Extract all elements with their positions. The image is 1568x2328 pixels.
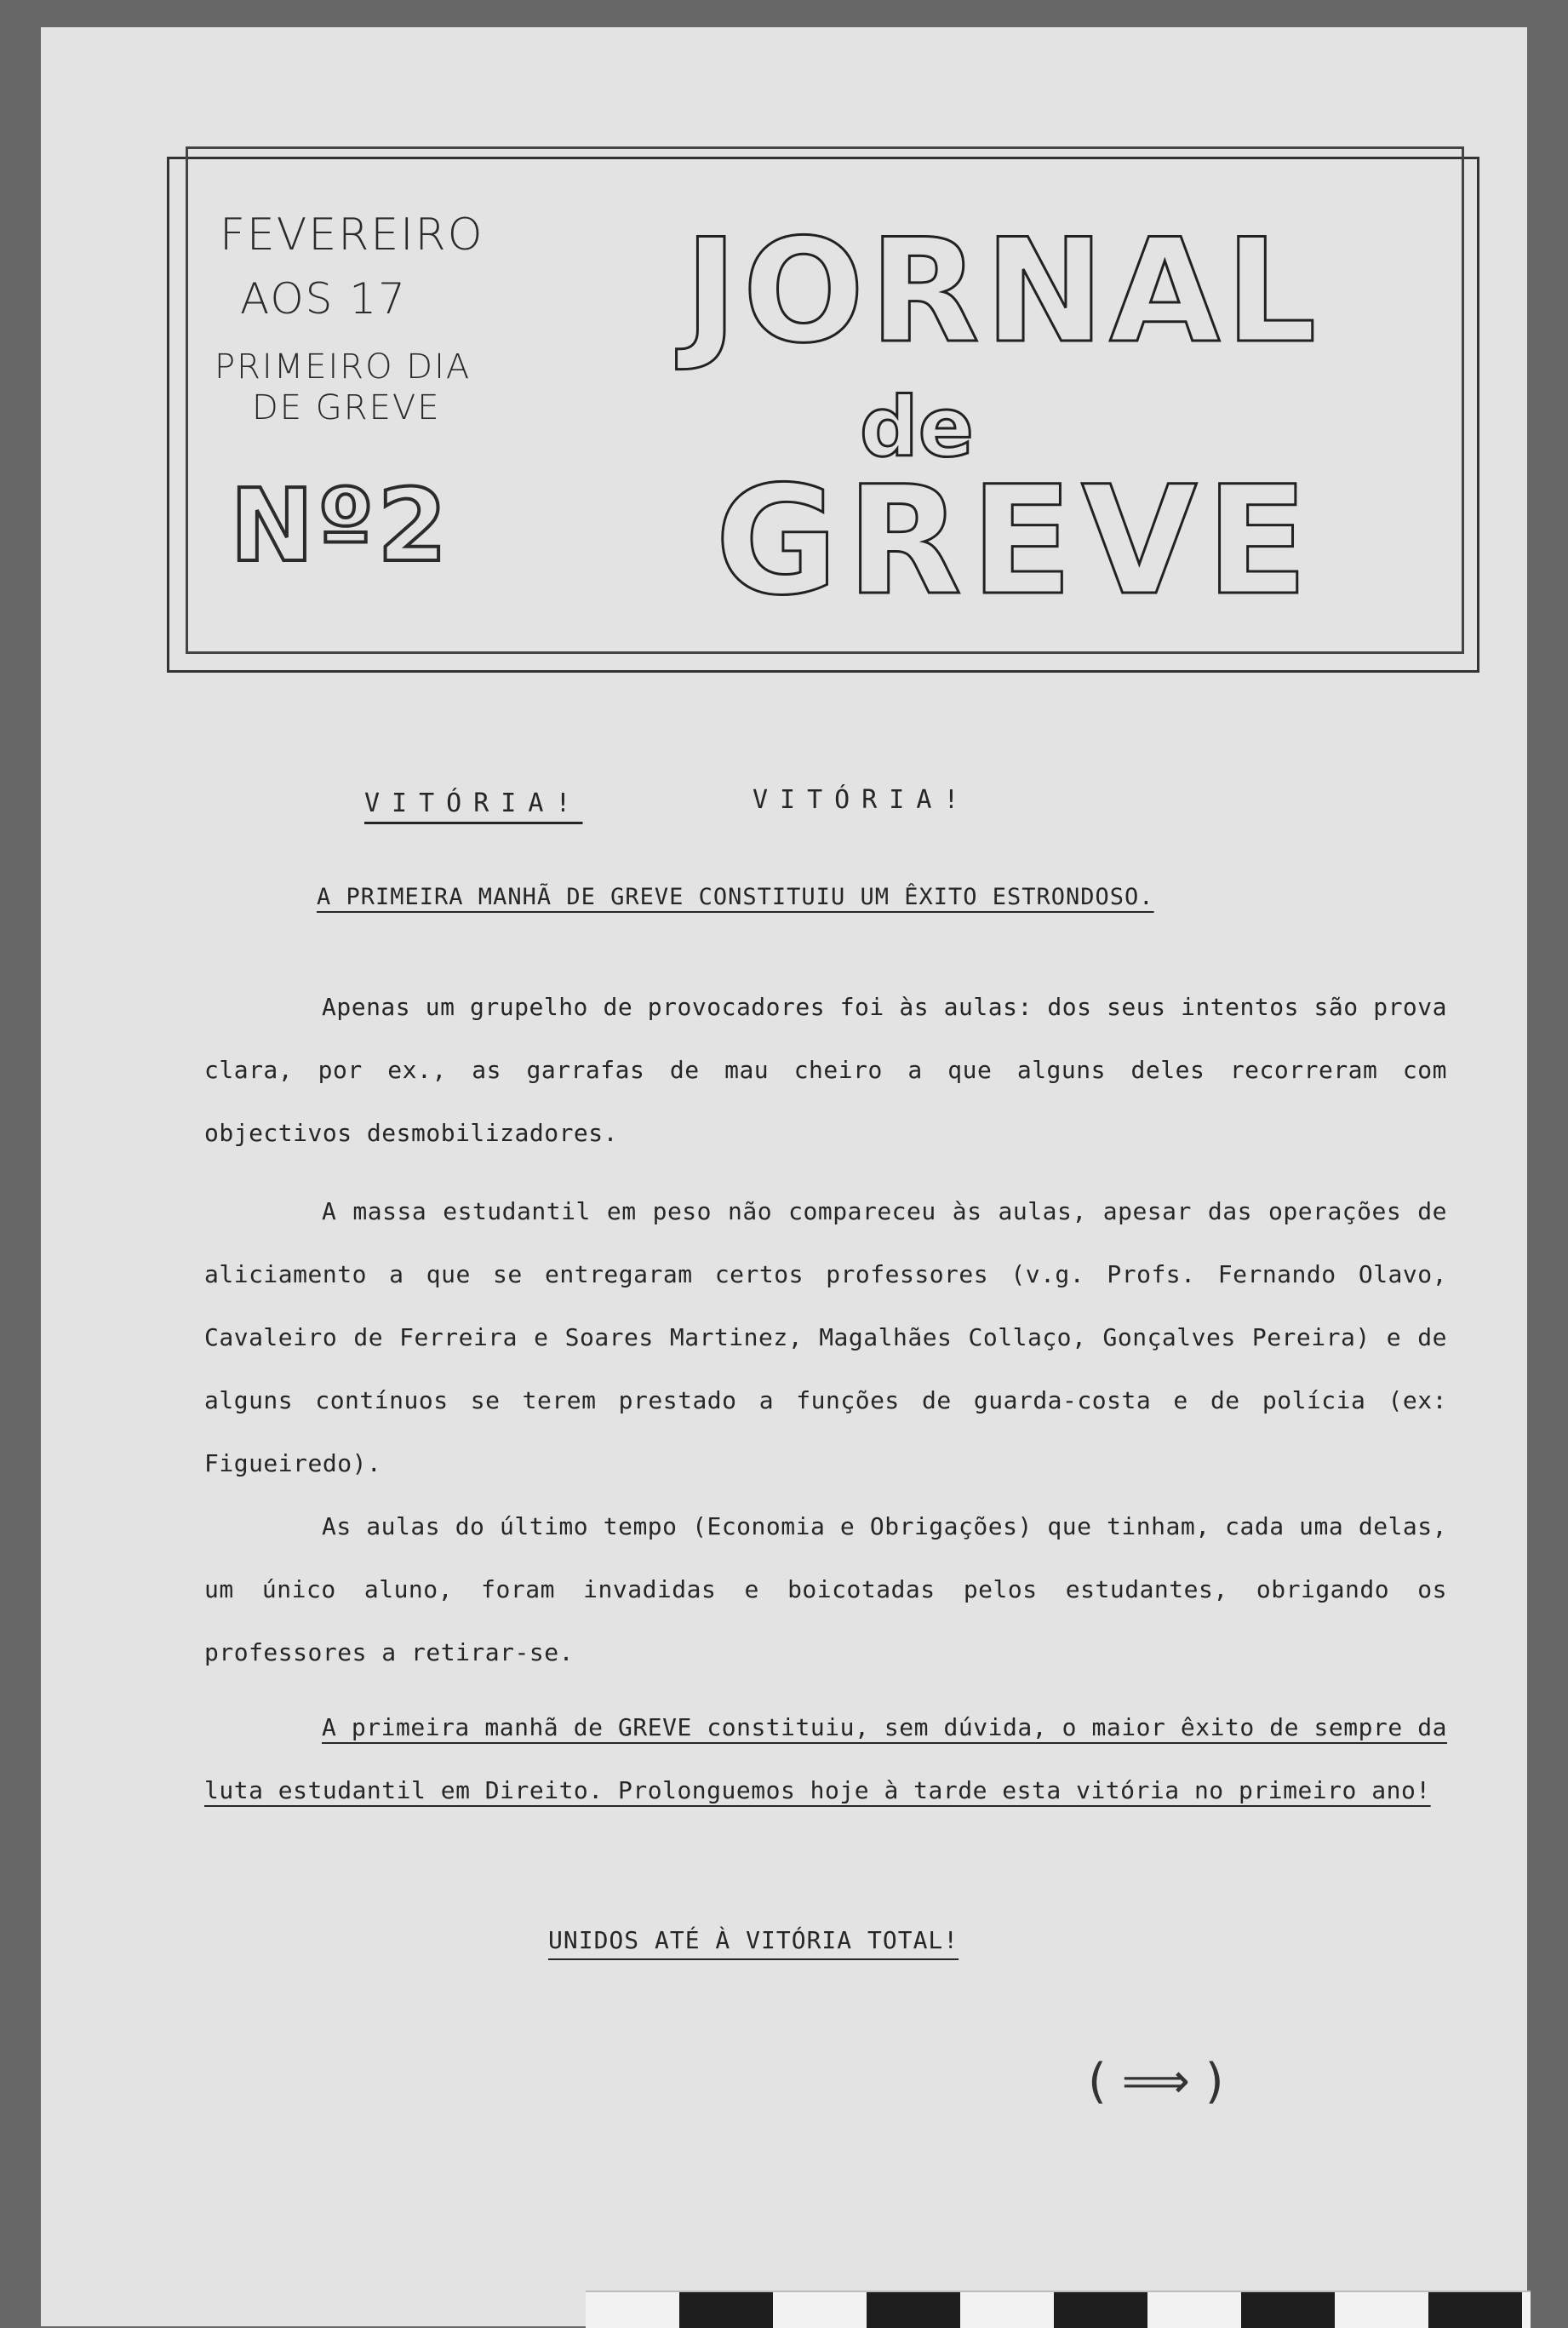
scale-ruler <box>586 2291 1531 2328</box>
victory-heading-left: VITÓRIA! <box>364 788 583 818</box>
masthead-date-day: AOS 17 <box>240 274 407 324</box>
masthead-date-subtitle-2: DE GREVE <box>252 388 441 427</box>
continue-arrow-icon: ( ⟹ ) <box>1088 2054 1224 2109</box>
closing-slogan: UNIDOS ATÉ À VITÓRIA TOTAL! <box>548 1926 959 1954</box>
victory-heading-right: VITÓRIA! <box>753 785 971 815</box>
article-headline: A PRIMEIRA MANHÃ DE GREVE CONSTITUIU UM ÊXITO ESTRONDOSO. <box>317 884 1154 910</box>
paragraph-2: A massa estudantil em peso não compareceu às aulas, apesar das operações de aliciamento a que se entregaram certos professores (v.g. Profs. Fernando Olavo, Cavaleiro de Ferreira e Soares Martinez, Magalhães Collaço, Gonçalves Pereira) e de alguns contínuos se terem prestado a funções de guarda-costa e de polícia (ex: Figueiredo). <box>204 1197 1447 1477</box>
newspaper-logo <box>684 208 1331 662</box>
paragraph-3: As aulas do último tempo (Economia e Obrigações) que tinham, cada uma delas, um único aluno, foram invadidas e boicotadas pelos estudantes, obrigando os professores a retirar-se. <box>204 1512 1447 1666</box>
paragraph-1: Apenas um grupelho de provocadores foi às aulas: dos seus intentos são prova clara, por ex., as garrafas de mau cheiro a que alguns deles recorreram com objectivos desmobilizadores. <box>204 993 1447 1147</box>
logo-title: JORNAL <box>684 208 1322 375</box>
masthead-date-subtitle-1: PRIMEIRO DIA <box>215 347 472 387</box>
issue-number: Nº2 <box>230 467 451 584</box>
masthead-date-month: FEVEREIRO <box>220 209 484 261</box>
logo-connector: de <box>860 380 974 475</box>
logo-subtitle: GREVE <box>715 454 1317 628</box>
paragraph-4: A primeira manhã de GREVE constituiu, sem dúvida, o maior êxito de sempre da luta estudantil em Direito. Prolonguemos hoje à tarde esta vitória no primeiro ano! <box>204 1713 1447 1804</box>
